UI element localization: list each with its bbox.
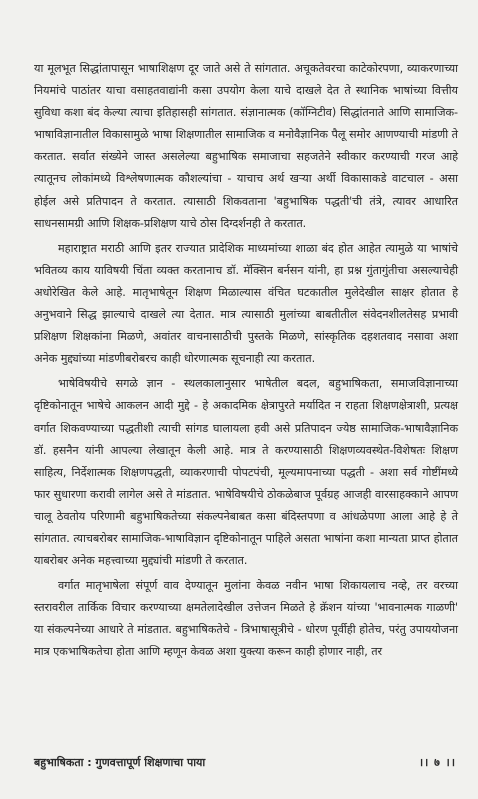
- paragraph-1: या मूलभूत सिद्धांतापासून भाषाशिक्षण दूर जाते असे ते सांगतात. अचूकतेवरचा काटेकोरपणा, व्याकरणाच्या नियमांचे पाठांतर याचा वसाहतवाद्यांनी कसा उपयोग केला याचे दाखले देत ते स्थानिक भाषांच्या वित्तीय सुविधा कशा बंद केल्या त्याचा इतिहासही सांगतात. संज्ञानात्मक (कॉग्निटीव) सिद्धांतनाते आणि सामाजिक-भाषाविज्ञानातील विकासामुळे भाषा शिक्षणातील सामाजिक व मनोवैज्ञानिक पैलू समोर आणण्याची मांडणी ते करतात. सर्वात संख्येने जास्त असलेल्या बहुभाषिक समाजाचा सहजतेने स्वीकार करण्याची गरज आहे त्यातूनच लोकांमध्ये विश्लेषणात्मक कौशल्यांचा - याचाच अर्थ खऱ्या अर्थी विकासाकडे वाटचाल - असा होईल असे प्रतिपादन ते करतात. त्यासाठी शिकवताना 'बहुभाषिक पद्धती'ची तंत्रे, त्यावर आधारित साधनसामग्री आणि शिक्षक-प्रशिक्षण याचे ठोस दिग्दर्शनही ते करतात.: [34, 62, 458, 230]
- running-title: बहुभाषिकता : गुणवत्तापूर्ण शिक्षणाचा पाया: [34, 756, 206, 769]
- paragraph-2: महाराष्ट्रात मराठी आणि इतर राज्यात प्रादेशिक माध्यमांच्या शाळा बंद होत आहेत त्यामुळे या भाषांचे भवितव्य काय याविषयी चिंता व्यक्त करतानाच डॉ. मॅक्सिन बर्नसन यांनी, हा प्रश्न गुंतागुंतीचा असल्याचेही अधोरेखित केले आहे. मातृभाषेतून शिक्षण मिळाल्यास वंचित घटकातील मुलेदेखील साक्षर होतात हे अनुभवाने सिद्ध झाल्याचे दाखले त्या देतात. मात्र त्यासाठी मुलांच्या बाबतीतील संवेदनशीलतेसह प्रभावी प्रशिक्षण शिक्षकांना मिळणे, अवांतर वाचनासाठीची पुस्तके मिळणे, सांस्कृतिक दहशतवाद नसावा अशा अनेक मुद्द्यांच्या मांडणीबरोबरच काही धोरणात्मक सूचनाही त्या करतात.: [34, 241, 458, 366]
- page-number: ।। ७ ।।: [418, 756, 456, 769]
- paragraph-4: वर्गात मातृभाषेला संपूर्ण वाव देण्यातून मुलांना केवळ नवीन भाषा शिकायलाच नव्हे, तर वरच्या स्तरावरील तार्किक विचार करण्याच्या क्षमतेलादेखील उत्तेजन मिळते हे क्रॅशन यांच्या 'भावनात्मक गाळणी' या संकल्पनेच्या आधारे ते मांडतात. बहुभाषिकतेचे - त्रिभाषासूत्रीचे - धोरण पूर्वीही होतेच, परंतु उपाययोजना मात्र एकभाषिकतेचा होता आणि म्हणून केवळ अशा युक्त्या करून काही होणार नाही, तर: [34, 579, 458, 659]
- page-body: [34, 58, 458, 667]
- paragraph-3: भाषेविषयीचे सगळे ज्ञान - स्थलकालानुसार भाषेतील बदल, बहुभाषिकता, समाजविज्ञानाच्या दृष्टिकोनातून भाषेचे आकलन आदी मुद्दे - हे अकादमिक क्षेत्रापुरते मर्यादित न राहता शिक्षणक्षेत्राशी, प्रत्यक्ष वर्गात शिकवण्याच्या पद्धतीशी त्याची सांगड घालायला हवी असे प्रतिपादन ज्येष्ठ सामाजिक-भाषावैज्ञानिक डॉ. हसनैन यांनी आपल्या लेखातून केली आहे. मात्र ते करण्यासाठी शिक्षणव्यवस्थेत-विशेषतः शिक्षण साहित्य, निर्देशात्मक शिक्षणपद्धती, व्याकरणाची पोपटपंची, मूल्यमापनाच्या पद्धती - अशा सर्व गोष्टींमध्ये फार सुधारणा करावी लागेल असे ते मांडतात. भाषेविषयीचे ठोकळेबाज पूर्वग्रह आजही वारसाहक्काने आपण चालू ठेवतोय परिणामी बहुभाषिकतेच्या संकल्पनेबाबत कसा बंदिस्तपणा व आंधळेपणा आला आहे हे ते सांगतात. त्याचबरोबर सामाजिक-भाषाविज्ञान दृष्टिकोनातून पाहिले असता भाषांना कशा मान्यता प्राप्त होतात याबरोबर अनेक महत्त्वाच्या मुद्द्यांची मांडणी ते करतात.: [34, 377, 458, 568]
- page-footer: [34, 755, 456, 770]
